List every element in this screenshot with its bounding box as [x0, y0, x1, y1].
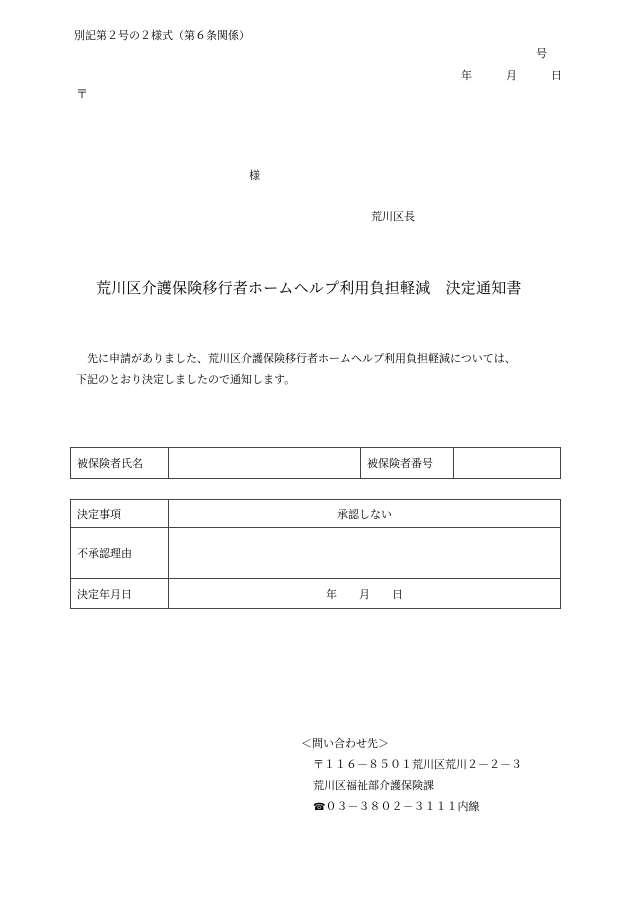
insured-name-field: [169, 448, 361, 479]
issuer-name: 荒川区長: [371, 210, 415, 223]
decision-label: 決定事項: [71, 500, 169, 528]
decision-date-label: 決定年月日: [71, 579, 169, 609]
insured-name-label: 被保険者氏名: [71, 448, 169, 479]
phone-icon: ☎: [313, 802, 326, 813]
issue-date-month: 月: [506, 69, 517, 82]
inquiry-department: 荒川区福祉部介護保険課: [313, 779, 434, 792]
issue-date-day: 日: [551, 69, 562, 82]
notice-body-line: 先に申請がありました、荒川区介護保険移行者ホームヘルプ利用負担軽減については、: [76, 352, 516, 365]
recipient-honorific: 様: [249, 169, 260, 182]
postal-mark: 〒: [76, 87, 89, 101]
table-row: [71, 448, 561, 479]
inquiry-address: 〒１１６－８５０１荒川区荒川２－２－３: [313, 758, 522, 771]
document-title: 荒川区介護保険移行者ホームヘルプ利用負担軽減 決定通知書: [96, 279, 522, 297]
form-number: 別記第２号の２様式（第６条関係）: [74, 29, 250, 42]
rejection-reason-label: 不承認理由: [71, 528, 169, 579]
inquiry-heading: ＜問い合わせ先＞: [301, 737, 389, 750]
insured-info-table: [70, 447, 561, 479]
decision-value: 承認しない: [169, 500, 561, 528]
inquiry-phone: ０３－３８０２－３１１１内線: [325, 800, 480, 813]
table-row: [71, 579, 561, 609]
rejection-reason-field: [169, 528, 561, 579]
notice-body: [76, 348, 566, 390]
issue-date: [461, 67, 562, 83]
issue-date-year: 年: [461, 69, 472, 82]
decision-date-value: 年 月 日: [169, 579, 561, 609]
table-row: [71, 500, 561, 528]
insured-number-field: [454, 448, 561, 479]
table-row: [71, 528, 561, 579]
inquiry-phone-line: [301, 796, 522, 818]
insured-number-label: 被保険者番号: [361, 448, 454, 479]
notice-body-line: 下記のとおり決定しましたので通知します。: [76, 373, 296, 386]
decision-table: [70, 499, 561, 609]
document-number-label: 号: [536, 47, 547, 60]
inquiry-contact: [301, 733, 522, 818]
